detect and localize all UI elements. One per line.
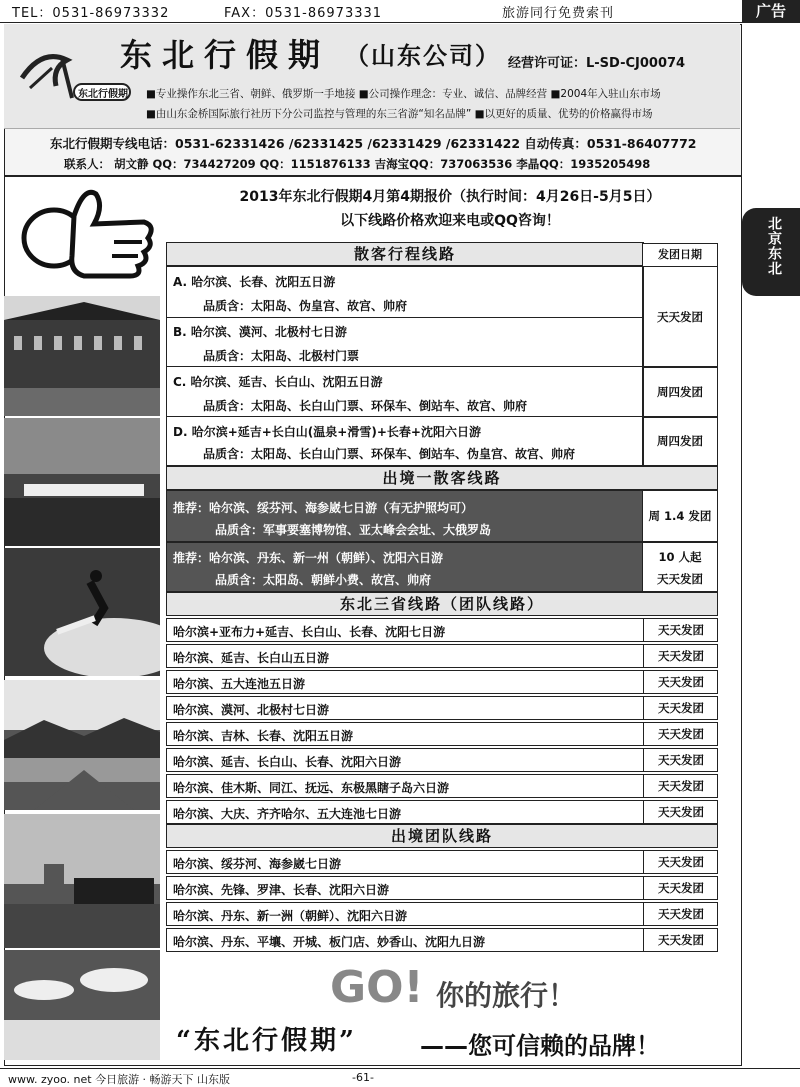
northeast-group-route-name: 哈尔滨、大庆、齐齐哈尔、五大连池七日游 <box>173 807 402 821</box>
outbound-group-route-name: 哈尔滨、丹东、平壤、开城、板门店、妙香山、沈阳九日游 <box>173 935 486 949</box>
outbound-group-route-date: 天天发团 <box>643 929 718 951</box>
footer <box>0 1068 800 1087</box>
route-a-title: A. 哈尔滨、长春、沈阳五日游 <box>173 275 336 289</box>
section-outbound-scattered-title: 出境一散客线路 <box>382 469 502 487</box>
northeast-group-row <box>166 696 718 720</box>
outbound-group-route-name: 哈尔滨、绥芬河、海参崴七日游 <box>173 857 342 871</box>
outbound-route-2 <box>166 542 644 592</box>
northeast-group-route-name: 哈尔滨、延吉、长白山、长春、沈阳六日游 <box>173 755 402 769</box>
outbound-group-route-name: 哈尔滨、丹东、新一洲（朝鲜）、沈阳六日游 <box>173 909 408 923</box>
header-bullet-1: ■专业操作东北三省、朝鲜、俄罗斯一手地接 ■公司操作理念：专业、诚信、品牌经营 ■2004年入驻山东市场 <box>146 88 661 100</box>
route-block-d <box>166 416 644 466</box>
northeast-group-row <box>166 800 718 824</box>
northeast-group-route-name: 哈尔滨、佳木斯、同江、抚远、东极黑瞎子岛六日游 <box>173 781 450 795</box>
route-c-includes: 品质含：太阳岛、长白山门票、环保车、倒站车、故宫、帅府 <box>203 399 528 413</box>
northeast-group-row <box>166 644 718 668</box>
photo-mountain-lake <box>4 680 160 810</box>
footer-site: www. zyoo. net 今日旅游 · 畅游天下 山东版 <box>8 1073 231 1086</box>
route-ab-date: 天天发团 <box>642 266 718 368</box>
outbound-route-1-title: 推荐：哈尔滨、绥芬河、海参崴七日游（有无护照均可） <box>173 501 474 515</box>
northeast-group-route-name: 哈尔滨、漠河、北极村七日游 <box>173 703 330 717</box>
northeast-group-row <box>166 774 718 798</box>
license-number: 经营许可证：L-SD-CJ00074 <box>508 56 686 71</box>
index-label: 旅游同行免费索刊 <box>502 6 615 21</box>
northeast-group-route-date: 天天发团 <box>643 697 718 719</box>
departure-date-header: 发团日期 <box>642 243 718 267</box>
section-northeast-group-header <box>166 592 718 616</box>
photo-lake <box>4 418 160 546</box>
northeast-group-row <box>166 618 718 642</box>
route-d-title: D. 哈尔滨+延吉+长白山(温泉+滑雪)+长春+沈阳六日游 <box>173 425 481 439</box>
northeast-group-route-date: 天天发团 <box>643 749 718 771</box>
route-c-title: C. 哈尔滨、延吉、长白山、沈阳五日游 <box>173 375 383 389</box>
outbound-group-row <box>166 902 718 926</box>
outbound-route-2-date: 天天发团 <box>657 572 703 586</box>
section-outbound-group-title: 出境团队线路 <box>390 827 493 845</box>
route-d-includes: 品质含：太阳岛、长白山门票、环保车、倒站车、伪皇宫、故宫、帅府 <box>203 447 576 461</box>
route-block-ab <box>166 266 644 368</box>
region-label: 北京东北 <box>766 216 782 276</box>
go-slogan: GO! <box>330 962 424 1013</box>
northeast-group-route-name: 哈尔滨+亚布力+延吉、长白山、长春、沈阳七日游 <box>173 625 446 639</box>
northeast-group-route-date: 天天发团 <box>643 645 718 667</box>
route-b-title: B. 哈尔滨、漠河、北极村七日游 <box>173 325 347 339</box>
section-outbound-scattered-header <box>166 466 718 490</box>
phone-line: 东北行假期专线电话：0531-62331426 /62331425 /62331429 /62331422 自动传真：0531-86407772 <box>50 136 697 151</box>
northeast-group-route-date: 天天发团 <box>643 801 718 823</box>
contacts-line: 联系人： 胡文静 QQ：734427209 QQ：1151876133 吉海宝QQ：737063536 李晶QQ：1935205498 <box>64 157 651 171</box>
northeast-group-row <box>166 722 718 746</box>
section-scattered-routes-header <box>166 242 644 266</box>
outbound-route-2-includes: 品质含：太阳岛、朝鲜小费、故宫、帅府 <box>215 573 432 587</box>
photo-snow-village <box>4 950 160 1060</box>
northeast-group-route-name: 哈尔滨、吉林、长春、沈阳五日游 <box>173 729 354 743</box>
brand-tagline: ——您可信赖的品牌！ <box>420 1032 660 1060</box>
header-bullet-2: ■由山东金桥国际旅行社历下分公司监控与管理的东三省游“知名品牌” ■以更好的质量、优势的价格赢得市场 <box>146 108 653 120</box>
route-b-includes: 品质含：太阳岛、北极村门票 <box>203 349 360 363</box>
thumbs-up-icon <box>14 186 164 280</box>
top-bar <box>0 0 800 23</box>
section-outbound-group-header <box>166 824 718 848</box>
route-c-date: 周四发团 <box>642 366 718 418</box>
northeast-group-route-date: 天天发团 <box>643 775 718 797</box>
brand-slogan: “东北行假期” <box>176 1026 357 1056</box>
tel-number: TEL：0531-86973332 <box>12 6 170 21</box>
section-northeast-group-title: 东北三省线路（团队线路） <box>339 595 544 613</box>
brand-title: 东北行假期 <box>120 36 331 74</box>
go-slogan-text: 你的旅行！ <box>436 979 577 1012</box>
northeast-group-route-date: 天天发团 <box>643 723 718 745</box>
logo-text: 东北行假期 <box>78 89 128 100</box>
outbound-route-2-title: 推荐：哈尔滨、丹东、新一州（朝鲜）、沈阳六日游 <box>173 551 444 565</box>
northeast-group-row <box>166 748 718 772</box>
brand-logo <box>12 38 132 108</box>
northeast-group-route-date: 天天发团 <box>643 619 718 641</box>
outbound-route-1-includes: 品质含：军事要塞博物馆、亚太峰会会址、大俄罗岛 <box>215 523 492 537</box>
price-headline: 2013年东北行假期4月第4期报价（执行时间：4月26日-5月5日） <box>239 189 661 205</box>
outbound-group-route-date: 天天发团 <box>643 903 718 925</box>
photo-train <box>4 814 160 948</box>
outbound-group-route-date: 天天发团 <box>643 877 718 899</box>
outbound-group-row <box>166 850 718 874</box>
price-subheadline: 以下线路价格欢迎来电或QQ咨询！ <box>340 213 560 229</box>
route-a-includes: 品质含：太阳岛、伪皇宫、故宫、帅府 <box>203 299 408 313</box>
outbound-group-route-date: 天天发团 <box>643 851 718 873</box>
outbound-group-row <box>166 928 718 952</box>
page-number: -61- <box>352 1071 374 1084</box>
outbound-route-2-date-cell <box>642 542 718 592</box>
outbound-group-route-name: 哈尔滨、先锋、罗津、长春、沈阳六日游 <box>173 883 390 897</box>
outbound-route-2-min-people: 10 人起 <box>658 550 702 564</box>
section-scattered-routes-title: 散客行程线路 <box>353 245 456 263</box>
photo-villa <box>4 296 160 416</box>
northeast-group-route-name: 哈尔滨、延吉、长白山五日游 <box>173 651 330 665</box>
fax-number: FAX：0531-86973331 <box>224 6 383 21</box>
route-d-date: 周四发团 <box>642 416 718 466</box>
outbound-route-1 <box>166 490 644 542</box>
northeast-group-route-name: 哈尔滨、五大连池五日游 <box>173 677 306 691</box>
brand-subtitle: （山东公司） <box>345 42 501 70</box>
northeast-group-row <box>166 670 718 694</box>
ad-tag: 广告 <box>742 0 800 22</box>
outbound-route-1-date: 周 1.4 发团 <box>642 490 718 542</box>
photo-snowboarder <box>4 548 160 676</box>
route-block-c <box>166 366 644 418</box>
northeast-group-route-date: 天天发团 <box>643 671 718 693</box>
outbound-group-row <box>166 876 718 900</box>
region-side-tab <box>742 208 800 296</box>
